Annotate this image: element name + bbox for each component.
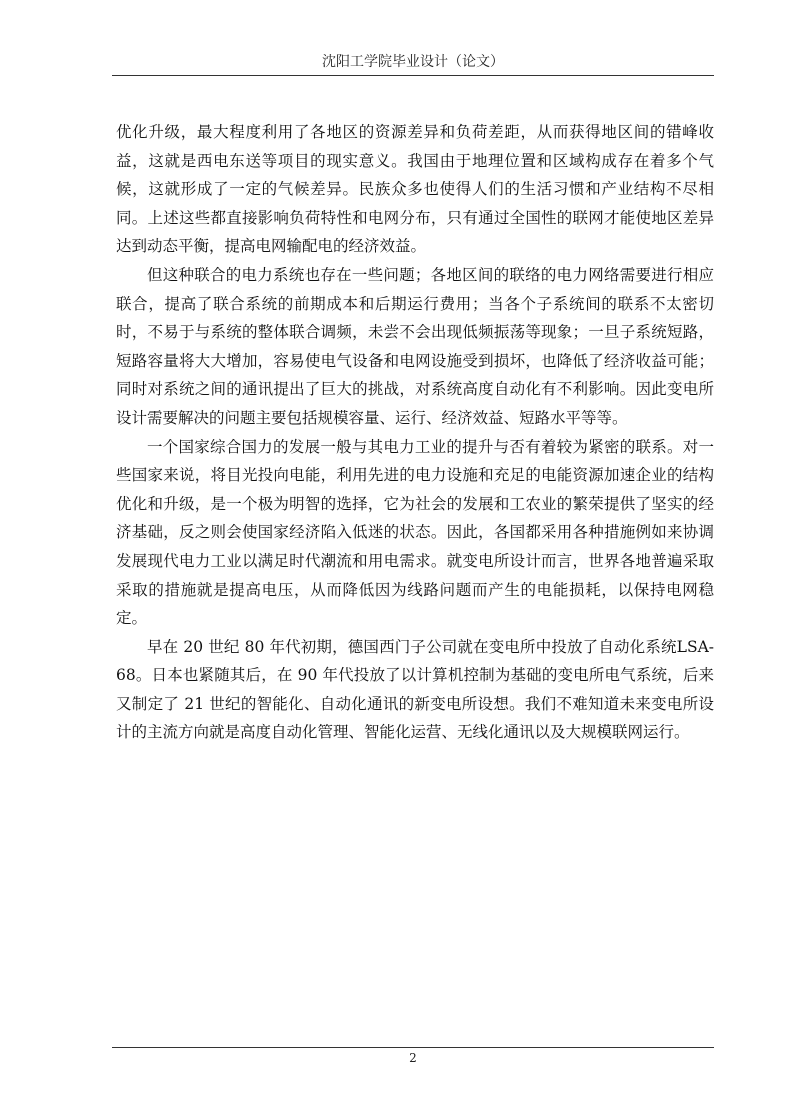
paragraph: 但这种联合的电力系统也存在一些问题；各地区间的联络的电力网络需要进行相应联合，提高了联合系统的前期成本和后期运行费用；当各个子系统间的联系不太密切时，不易于与系统的整体联合调频，未尝不会出现低频振荡等现象；一旦子系统短路，短路容量将大大增加，容易使电气设备和电网设施受到损坏，也降低了经济收益可能；同时对系统之间的通讯提出了巨大的挑战，对系统高度自动化有不利影响。因此变电所设计需要解决的问题主要包括规模容量、运行、经济效益、短路水平等等。 xyxy=(116,265,714,427)
page-header-title: 沈阳工学院毕业设计（论文） xyxy=(322,54,504,70)
paragraph: 优化升级，最大程度利用了各地区的资源差异和负荷差距，从而获得地区间的错峰收益，这就是西电东送等项目的现实意义。我国由于地理位置和区域构成存在着多个气候，这就形成了一定的气候差异。民族众多也使得人们的生活习惯和产业结构不尽相同。上述这些都直接影响负荷特性和电网分布，只有通过全国性的联网才能使地区差异达到动态平衡，提高电网输配电的经济效益。 xyxy=(116,123,714,256)
document-body xyxy=(116,118,714,747)
page-number: 2 xyxy=(409,1051,417,1065)
paragraph: 一个国家综合国力的发展一般与其电力工业的提升与否有着较为紧密的联系。对一些国家来说，将目光投向电能，利用先进的电力设施和充足的电能资源加速企业的结构优化和升级，是一个极为明智的选择，它为社会的发展和工农业的繁荣提供了坚实的经济基础，反之则会使国家经济陷入低迷的状态。因此，各国都采用各种措施例如来协调发展现代电力工业以满足时代潮流和用电需求。就变电所设计而言，世界各地普遍采取采取的措施就是提高电压，从而降低因为线路问题而产生的电能损耗，以保持电网稳定。 xyxy=(116,437,714,628)
paragraph: 早在 20 世纪 80 年代初期，德国西门子公司就在变电所中投放了自动化系统LSA-68。日本也紧随其后，在 90 年代投放了以计算机控制为基础的变电所电气系统，后来又制定了 21 世纪的智能化、自动化通讯的新变电所设想。我们不难知道未来变电所设计的主流方向就是高度自动化管理、智能化运营、无线化通讯以及大规模联网运行。 xyxy=(116,637,714,742)
header-divider xyxy=(112,75,714,76)
footer-divider xyxy=(112,1047,714,1048)
